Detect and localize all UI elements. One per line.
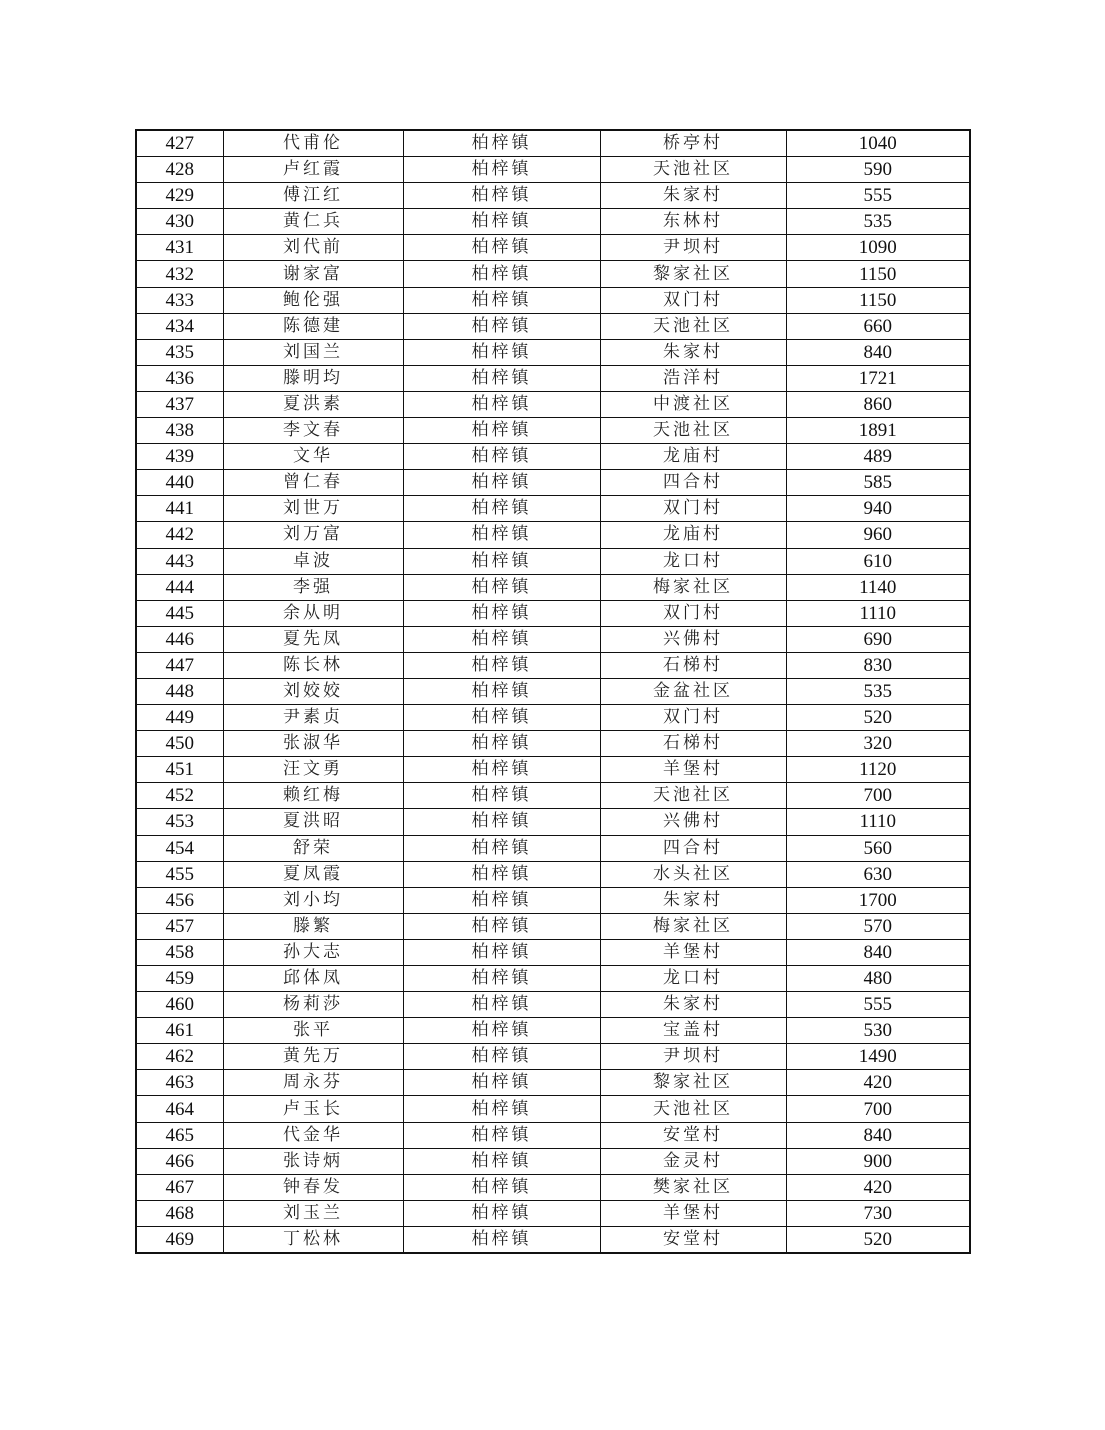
cell-village: 中渡社区 xyxy=(600,391,786,417)
table-row xyxy=(136,183,970,209)
cell-village: 宝盖村 xyxy=(600,1018,786,1044)
cell-village: 樊家社区 xyxy=(600,1174,786,1200)
cell-amount: 840 xyxy=(786,1122,970,1148)
cell-village: 桥亭村 xyxy=(600,130,786,157)
cell-town: 柏梓镇 xyxy=(403,705,600,731)
cell-person-name: 刘姣姣 xyxy=(223,678,403,704)
cell-village: 龙口村 xyxy=(600,966,786,992)
table-row xyxy=(136,757,970,783)
cell-amount: 960 xyxy=(786,522,970,548)
table-row xyxy=(136,992,970,1018)
cell-village: 尹坝村 xyxy=(600,1044,786,1070)
cell-serial-number: 440 xyxy=(136,470,223,496)
cell-serial-number: 446 xyxy=(136,626,223,652)
cell-amount: 520 xyxy=(786,705,970,731)
cell-town: 柏梓镇 xyxy=(403,1148,600,1174)
cell-village: 黎家社区 xyxy=(600,261,786,287)
table-row xyxy=(136,626,970,652)
cell-serial-number: 466 xyxy=(136,1148,223,1174)
cell-person-name: 卢红霞 xyxy=(223,157,403,183)
cell-serial-number: 427 xyxy=(136,130,223,157)
cell-village: 双门村 xyxy=(600,496,786,522)
cell-person-name: 黄仁兵 xyxy=(223,209,403,235)
cell-village: 黎家社区 xyxy=(600,1070,786,1096)
cell-amount: 1891 xyxy=(786,418,970,444)
cell-serial-number: 461 xyxy=(136,1018,223,1044)
cell-village: 尹坝村 xyxy=(600,235,786,261)
cell-amount: 1150 xyxy=(786,287,970,313)
cell-person-name: 代金华 xyxy=(223,1122,403,1148)
cell-village: 双门村 xyxy=(600,705,786,731)
table-row xyxy=(136,861,970,887)
cell-town: 柏梓镇 xyxy=(403,1018,600,1044)
cell-serial-number: 464 xyxy=(136,1096,223,1122)
cell-town: 柏梓镇 xyxy=(403,939,600,965)
cell-village: 四合村 xyxy=(600,835,786,861)
table-row xyxy=(136,705,970,731)
cell-serial-number: 430 xyxy=(136,209,223,235)
cell-town: 柏梓镇 xyxy=(403,235,600,261)
cell-village: 兴佛村 xyxy=(600,809,786,835)
cell-serial-number: 432 xyxy=(136,261,223,287)
cell-village: 石梯村 xyxy=(600,731,786,757)
cell-town: 柏梓镇 xyxy=(403,835,600,861)
cell-serial-number: 465 xyxy=(136,1122,223,1148)
cell-town: 柏梓镇 xyxy=(403,444,600,470)
cell-village: 兴佛村 xyxy=(600,626,786,652)
cell-amount: 570 xyxy=(786,913,970,939)
cell-town: 柏梓镇 xyxy=(403,418,600,444)
cell-village: 梅家社区 xyxy=(600,913,786,939)
cell-town: 柏梓镇 xyxy=(403,183,600,209)
cell-serial-number: 454 xyxy=(136,835,223,861)
table-row xyxy=(136,235,970,261)
cell-person-name: 傅江红 xyxy=(223,183,403,209)
cell-person-name: 赖红梅 xyxy=(223,783,403,809)
table-row xyxy=(136,1148,970,1174)
cell-person-name: 卓波 xyxy=(223,548,403,574)
cell-amount: 520 xyxy=(786,1226,970,1253)
table-row xyxy=(136,678,970,704)
table-row xyxy=(136,157,970,183)
cell-person-name: 杨莉莎 xyxy=(223,992,403,1018)
cell-amount: 555 xyxy=(786,183,970,209)
cell-person-name: 刘玉兰 xyxy=(223,1200,403,1226)
cell-village: 双门村 xyxy=(600,600,786,626)
cell-town: 柏梓镇 xyxy=(403,130,600,157)
cell-amount: 1150 xyxy=(786,261,970,287)
cell-town: 柏梓镇 xyxy=(403,652,600,678)
cell-village: 浩洋村 xyxy=(600,365,786,391)
cell-amount: 420 xyxy=(786,1174,970,1200)
cell-amount: 585 xyxy=(786,470,970,496)
table-row xyxy=(136,835,970,861)
cell-serial-number: 460 xyxy=(136,992,223,1018)
cell-person-name: 夏先凤 xyxy=(223,626,403,652)
table-row xyxy=(136,1226,970,1253)
cell-amount: 1490 xyxy=(786,1044,970,1070)
cell-person-name: 刘代前 xyxy=(223,235,403,261)
cell-amount: 860 xyxy=(786,391,970,417)
cell-town: 柏梓镇 xyxy=(403,809,600,835)
cell-amount: 590 xyxy=(786,157,970,183)
cell-town: 柏梓镇 xyxy=(403,678,600,704)
cell-town: 柏梓镇 xyxy=(403,992,600,1018)
cell-town: 柏梓镇 xyxy=(403,496,600,522)
cell-amount: 630 xyxy=(786,861,970,887)
cell-person-name: 夏凤霞 xyxy=(223,861,403,887)
cell-person-name: 鲍伦强 xyxy=(223,287,403,313)
cell-village: 龙口村 xyxy=(600,548,786,574)
cell-serial-number: 447 xyxy=(136,652,223,678)
cell-amount: 1090 xyxy=(786,235,970,261)
cell-village: 金盆社区 xyxy=(600,678,786,704)
cell-amount: 1110 xyxy=(786,600,970,626)
cell-town: 柏梓镇 xyxy=(403,913,600,939)
cell-town: 柏梓镇 xyxy=(403,1070,600,1096)
cell-serial-number: 462 xyxy=(136,1044,223,1070)
cell-amount: 1700 xyxy=(786,887,970,913)
cell-serial-number: 439 xyxy=(136,444,223,470)
cell-village: 梅家社区 xyxy=(600,574,786,600)
roster-table xyxy=(135,129,971,1254)
table-row xyxy=(136,600,970,626)
cell-serial-number: 468 xyxy=(136,1200,223,1226)
cell-amount: 900 xyxy=(786,1148,970,1174)
cell-person-name: 谢家富 xyxy=(223,261,403,287)
cell-amount: 1721 xyxy=(786,365,970,391)
cell-person-name: 邱体凤 xyxy=(223,966,403,992)
cell-amount: 1140 xyxy=(786,574,970,600)
cell-town: 柏梓镇 xyxy=(403,287,600,313)
cell-person-name: 汪文勇 xyxy=(223,757,403,783)
table-row xyxy=(136,1070,970,1096)
cell-serial-number: 467 xyxy=(136,1174,223,1200)
table-row xyxy=(136,966,970,992)
cell-town: 柏梓镇 xyxy=(403,887,600,913)
cell-town: 柏梓镇 xyxy=(403,157,600,183)
cell-person-name: 黄先万 xyxy=(223,1044,403,1070)
roster-table-body xyxy=(136,130,970,1253)
table-row xyxy=(136,1044,970,1070)
table-row xyxy=(136,1018,970,1044)
cell-person-name: 文华 xyxy=(223,444,403,470)
cell-serial-number: 469 xyxy=(136,1226,223,1253)
cell-amount: 940 xyxy=(786,496,970,522)
cell-village: 朱家村 xyxy=(600,887,786,913)
cell-person-name: 张平 xyxy=(223,1018,403,1044)
cell-town: 柏梓镇 xyxy=(403,391,600,417)
cell-village: 金灵村 xyxy=(600,1148,786,1174)
cell-serial-number: 445 xyxy=(136,600,223,626)
cell-village: 水头社区 xyxy=(600,861,786,887)
cell-serial-number: 438 xyxy=(136,418,223,444)
table-row xyxy=(136,548,970,574)
cell-town: 柏梓镇 xyxy=(403,1044,600,1070)
cell-person-name: 夏洪昭 xyxy=(223,809,403,835)
cell-amount: 730 xyxy=(786,1200,970,1226)
cell-amount: 535 xyxy=(786,209,970,235)
cell-town: 柏梓镇 xyxy=(403,861,600,887)
cell-amount: 1120 xyxy=(786,757,970,783)
cell-person-name: 余从明 xyxy=(223,600,403,626)
cell-town: 柏梓镇 xyxy=(403,522,600,548)
cell-amount: 535 xyxy=(786,678,970,704)
cell-person-name: 张淑华 xyxy=(223,731,403,757)
cell-serial-number: 455 xyxy=(136,861,223,887)
table-row xyxy=(136,313,970,339)
cell-village: 天池社区 xyxy=(600,1096,786,1122)
table-row xyxy=(136,444,970,470)
table-row xyxy=(136,418,970,444)
cell-town: 柏梓镇 xyxy=(403,365,600,391)
table-row xyxy=(136,887,970,913)
table-row xyxy=(136,391,970,417)
cell-person-name: 陈长林 xyxy=(223,652,403,678)
cell-amount: 1110 xyxy=(786,809,970,835)
cell-person-name: 代甫伦 xyxy=(223,130,403,157)
cell-person-name: 刘国兰 xyxy=(223,339,403,365)
cell-town: 柏梓镇 xyxy=(403,1174,600,1200)
cell-serial-number: 459 xyxy=(136,966,223,992)
cell-town: 柏梓镇 xyxy=(403,600,600,626)
cell-village: 天池社区 xyxy=(600,783,786,809)
cell-village: 龙庙村 xyxy=(600,522,786,548)
cell-amount: 660 xyxy=(786,313,970,339)
table-row xyxy=(136,1174,970,1200)
cell-serial-number: 458 xyxy=(136,939,223,965)
cell-person-name: 刘世万 xyxy=(223,496,403,522)
cell-person-name: 张诗炳 xyxy=(223,1148,403,1174)
cell-town: 柏梓镇 xyxy=(403,339,600,365)
cell-person-name: 钟春发 xyxy=(223,1174,403,1200)
table-row xyxy=(136,339,970,365)
cell-town: 柏梓镇 xyxy=(403,470,600,496)
cell-person-name: 周永芬 xyxy=(223,1070,403,1096)
cell-amount: 700 xyxy=(786,783,970,809)
table-row xyxy=(136,939,970,965)
table-row xyxy=(136,261,970,287)
cell-town: 柏梓镇 xyxy=(403,1226,600,1253)
cell-serial-number: 456 xyxy=(136,887,223,913)
cell-serial-number: 435 xyxy=(136,339,223,365)
table-row xyxy=(136,652,970,678)
cell-person-name: 卢玉长 xyxy=(223,1096,403,1122)
cell-amount: 830 xyxy=(786,652,970,678)
cell-serial-number: 452 xyxy=(136,783,223,809)
cell-town: 柏梓镇 xyxy=(403,261,600,287)
cell-town: 柏梓镇 xyxy=(403,626,600,652)
cell-amount: 1040 xyxy=(786,130,970,157)
cell-serial-number: 441 xyxy=(136,496,223,522)
cell-serial-number: 457 xyxy=(136,913,223,939)
table-row xyxy=(136,365,970,391)
cell-person-name: 孙大志 xyxy=(223,939,403,965)
cell-person-name: 尹素贞 xyxy=(223,705,403,731)
cell-town: 柏梓镇 xyxy=(403,1200,600,1226)
cell-amount: 420 xyxy=(786,1070,970,1096)
cell-serial-number: 436 xyxy=(136,365,223,391)
cell-amount: 480 xyxy=(786,966,970,992)
cell-village: 羊堡村 xyxy=(600,757,786,783)
table-row xyxy=(136,522,970,548)
cell-amount: 690 xyxy=(786,626,970,652)
cell-amount: 840 xyxy=(786,339,970,365)
cell-town: 柏梓镇 xyxy=(403,783,600,809)
cell-serial-number: 449 xyxy=(136,705,223,731)
cell-village: 天池社区 xyxy=(600,418,786,444)
cell-amount: 840 xyxy=(786,939,970,965)
table-row xyxy=(136,470,970,496)
cell-village: 安堂村 xyxy=(600,1122,786,1148)
cell-amount: 489 xyxy=(786,444,970,470)
cell-amount: 560 xyxy=(786,835,970,861)
cell-town: 柏梓镇 xyxy=(403,1096,600,1122)
cell-village: 龙庙村 xyxy=(600,444,786,470)
table-row xyxy=(136,287,970,313)
cell-village: 天池社区 xyxy=(600,157,786,183)
cell-person-name: 丁松林 xyxy=(223,1226,403,1253)
cell-town: 柏梓镇 xyxy=(403,757,600,783)
cell-serial-number: 463 xyxy=(136,1070,223,1096)
table-row xyxy=(136,130,970,157)
cell-serial-number: 428 xyxy=(136,157,223,183)
cell-person-name: 滕繁 xyxy=(223,913,403,939)
cell-serial-number: 442 xyxy=(136,522,223,548)
cell-village: 石梯村 xyxy=(600,652,786,678)
cell-amount: 610 xyxy=(786,548,970,574)
table-row xyxy=(136,1096,970,1122)
cell-town: 柏梓镇 xyxy=(403,731,600,757)
cell-town: 柏梓镇 xyxy=(403,966,600,992)
cell-village: 朱家村 xyxy=(600,339,786,365)
cell-person-name: 李强 xyxy=(223,574,403,600)
table-row xyxy=(136,209,970,235)
cell-person-name: 曾仁春 xyxy=(223,470,403,496)
cell-person-name: 刘小均 xyxy=(223,887,403,913)
cell-serial-number: 429 xyxy=(136,183,223,209)
cell-person-name: 刘万富 xyxy=(223,522,403,548)
cell-village: 羊堡村 xyxy=(600,1200,786,1226)
table-row xyxy=(136,574,970,600)
table-row xyxy=(136,783,970,809)
cell-serial-number: 443 xyxy=(136,548,223,574)
cell-town: 柏梓镇 xyxy=(403,548,600,574)
cell-serial-number: 431 xyxy=(136,235,223,261)
table-row xyxy=(136,496,970,522)
cell-village: 朱家村 xyxy=(600,183,786,209)
table-row xyxy=(136,731,970,757)
cell-amount: 320 xyxy=(786,731,970,757)
cell-person-name: 夏洪素 xyxy=(223,391,403,417)
cell-person-name: 舒荣 xyxy=(223,835,403,861)
cell-village: 四合村 xyxy=(600,470,786,496)
cell-village: 安堂村 xyxy=(600,1226,786,1253)
cell-serial-number: 451 xyxy=(136,757,223,783)
cell-serial-number: 437 xyxy=(136,391,223,417)
cell-village: 天池社区 xyxy=(600,313,786,339)
cell-serial-number: 433 xyxy=(136,287,223,313)
cell-amount: 530 xyxy=(786,1018,970,1044)
cell-person-name: 李文春 xyxy=(223,418,403,444)
cell-village: 朱家村 xyxy=(600,992,786,1018)
cell-person-name: 滕明均 xyxy=(223,365,403,391)
cell-serial-number: 448 xyxy=(136,678,223,704)
cell-town: 柏梓镇 xyxy=(403,574,600,600)
cell-serial-number: 434 xyxy=(136,313,223,339)
cell-serial-number: 444 xyxy=(136,574,223,600)
cell-serial-number: 453 xyxy=(136,809,223,835)
table-row xyxy=(136,1200,970,1226)
cell-serial-number: 450 xyxy=(136,731,223,757)
cell-village: 东林村 xyxy=(600,209,786,235)
cell-town: 柏梓镇 xyxy=(403,1122,600,1148)
cell-person-name: 陈德建 xyxy=(223,313,403,339)
cell-village: 双门村 xyxy=(600,287,786,313)
cell-amount: 700 xyxy=(786,1096,970,1122)
cell-town: 柏梓镇 xyxy=(403,313,600,339)
cell-village: 羊堡村 xyxy=(600,939,786,965)
cell-town: 柏梓镇 xyxy=(403,209,600,235)
table-row xyxy=(136,809,970,835)
table-row xyxy=(136,913,970,939)
cell-amount: 555 xyxy=(786,992,970,1018)
table-row xyxy=(136,1122,970,1148)
